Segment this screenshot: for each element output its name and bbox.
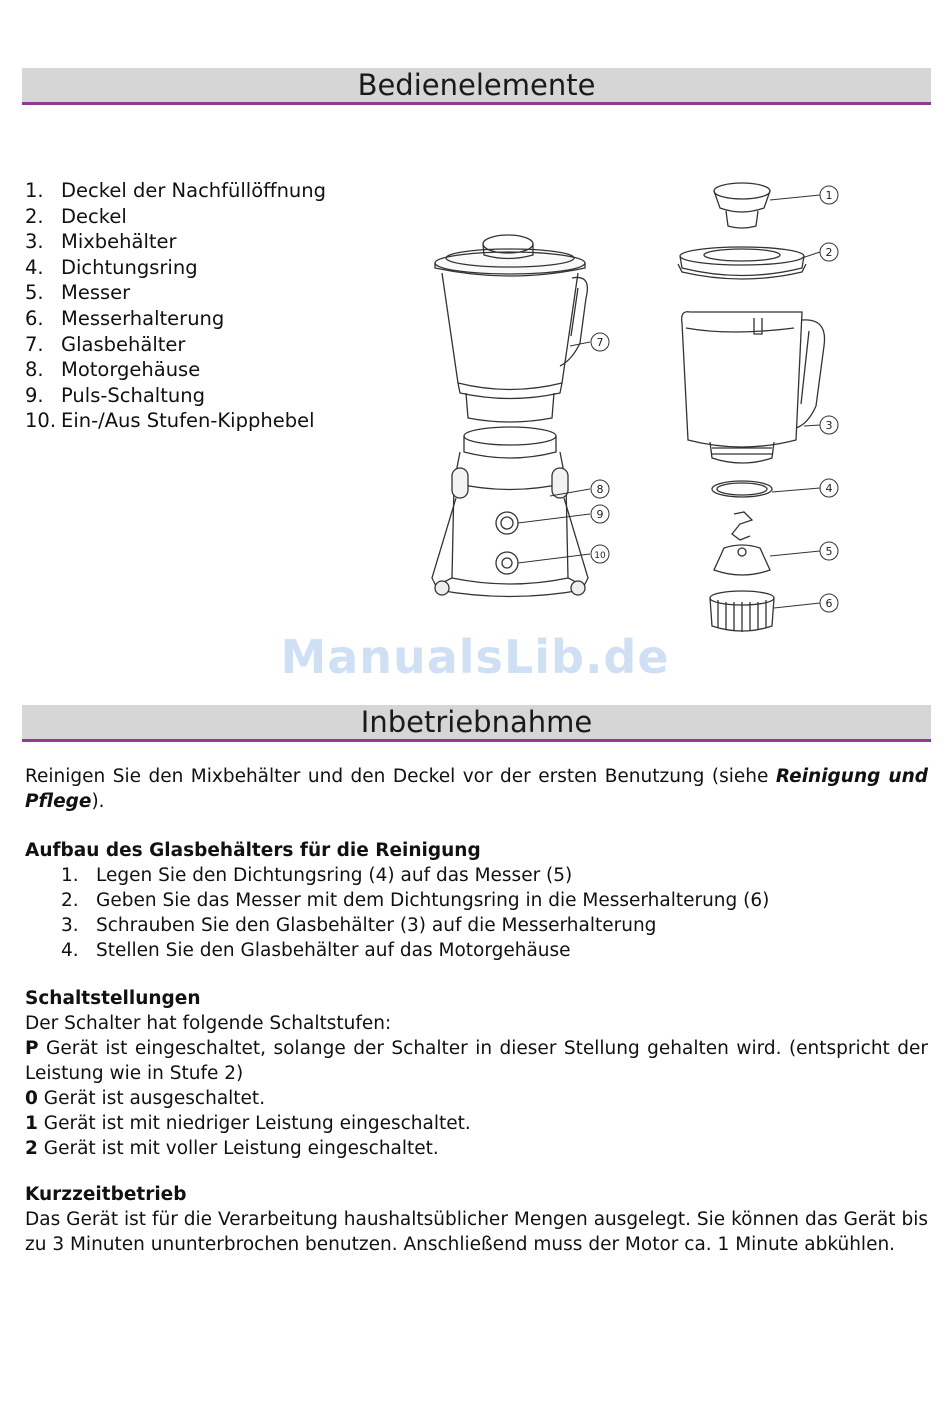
callout-label-5: 5: [825, 545, 833, 558]
step-number: 1.: [61, 865, 79, 886]
list-item-label: Dichtungsring: [61, 255, 198, 279]
list-item: [25, 863, 928, 888]
list-item: [25, 306, 326, 332]
step-number: 4.: [61, 940, 79, 961]
parts-list: [25, 178, 326, 434]
list-item-label: Deckel: [61, 204, 127, 228]
list-item: [25, 178, 326, 204]
list-item: [25, 938, 928, 963]
list-item-number: 5.: [25, 281, 44, 305]
list-item-number: 9.: [25, 383, 44, 407]
list-item: [25, 383, 326, 409]
blender-diagram: [420, 178, 850, 638]
list-item-number: 4.: [25, 255, 44, 279]
intro-text-after: ).: [91, 791, 105, 812]
list-item: [25, 408, 326, 434]
list-item-number: 10.: [25, 409, 57, 433]
callout-label-4: 4: [825, 482, 833, 495]
list-item: [25, 255, 326, 281]
switch-position: [25, 1136, 928, 1161]
short-time-text: Das Gerät ist für die Verarbeitung haushaltsüblicher Mengen ausgelegt. Sie können das Gerät bis zu 3 Minuten ununterbrochen benutzen. Anschließend muss der Motor ca. 1 Minute abkühlen.: [25, 1209, 928, 1255]
list-item-label: Glasbehälter: [61, 332, 186, 356]
step-number: 3.: [61, 915, 79, 936]
list-item-number: 3.: [25, 230, 44, 254]
callout-label-6: 6: [825, 597, 833, 610]
switch-description: Gerät ist mit voller Leistung eingeschaltet.: [37, 1138, 439, 1159]
list-item-number: 8.: [25, 358, 44, 382]
section-title-startup: Inbetriebnahme: [22, 705, 931, 742]
list-item-label: Messer: [61, 281, 131, 305]
switch-key: 0: [25, 1088, 38, 1109]
list-item: [25, 357, 326, 383]
list-item-label: Puls-Schaltung: [61, 383, 205, 407]
list-item-label: Messerhalterung: [61, 306, 225, 330]
list-item: [25, 913, 928, 938]
switch-description: Gerät ist mit niedriger Leistung eingeschaltet.: [37, 1113, 471, 1134]
switch-description: Gerät ist ausgeschaltet.: [37, 1088, 266, 1109]
list-item: [25, 280, 326, 306]
short-time-heading: Kurzzeitbetrieb: [25, 1184, 187, 1205]
intro-paragraph: [25, 764, 928, 814]
assembly-heading: Aufbau des Glasbehälters für die Reinigung: [25, 840, 481, 861]
assembly-steps: [25, 863, 928, 963]
callout-label-9: 9: [596, 508, 604, 521]
step-text: Geben Sie das Messer mit dem Dichtungsring in die Messerhalterung (6): [96, 890, 770, 911]
switch-description: Gerät ist eingeschaltet, solange der Schalter in dieser Stellung gehalten wird. (entspricht der Leistung wie in Stufe 2): [25, 1038, 928, 1084]
list-item-label: Deckel der Nachfüllöffnung: [61, 179, 327, 202]
step-text: Legen Sie den Dichtungsring (4) auf das Messer (5): [96, 865, 573, 886]
switch-key: 2: [25, 1138, 38, 1159]
switch-position: [25, 1111, 928, 1136]
list-item-number: 6.: [25, 306, 44, 330]
assembled-blender: [432, 235, 588, 597]
list-item: [25, 204, 326, 230]
step-text: Stellen Sie den Glasbehälter auf das Motorgehäuse: [96, 940, 571, 961]
callout-label-10: 10: [594, 551, 606, 561]
exploded-blender: [678, 183, 825, 632]
list-item-label: Motorgehäuse: [61, 358, 201, 382]
step-text: Schrauben Sie den Glasbehälter (3) auf die Messerhalterung: [96, 915, 657, 936]
switch-position: [25, 1036, 928, 1086]
switch-section: [25, 986, 928, 1161]
switch-position: [25, 1086, 928, 1111]
step-number: 2.: [61, 890, 79, 911]
switch-key: P: [25, 1038, 39, 1059]
switch-key: 1: [25, 1113, 38, 1134]
list-item: [25, 332, 326, 358]
callout-label-1: 1: [825, 189, 833, 202]
switch-intro: Der Schalter hat folgende Schaltstufen:: [25, 1013, 392, 1034]
callout-label-8: 8: [596, 483, 604, 496]
callout-label-2: 2: [825, 246, 833, 259]
callout-label-3: 3: [825, 419, 833, 432]
section-title-controls: Bedienelemente: [22, 68, 931, 105]
list-item-number: 7.: [25, 332, 44, 356]
watermark: ManualsLib.de: [280, 630, 670, 684]
list-item-number: 1.: [25, 179, 44, 202]
list-item: [25, 229, 326, 255]
list-item-label: Mixbehälter: [61, 230, 177, 254]
list-item-label: Ein-/Aus Stufen-Kipphebel: [61, 409, 315, 433]
intro-text-before: Reinigen Sie den Mixbehälter und den Deckel vor der ersten Benutzung (siehe: [25, 766, 776, 787]
short-time-section: [25, 1182, 928, 1257]
assembly-section: [25, 838, 928, 963]
callout-label-7: 7: [596, 336, 604, 349]
list-item: [25, 888, 928, 913]
list-item-number: 2.: [25, 204, 44, 228]
cross-reference: Reinigung und Pflege: [25, 766, 928, 812]
switch-heading: Schaltstellungen: [25, 988, 201, 1009]
